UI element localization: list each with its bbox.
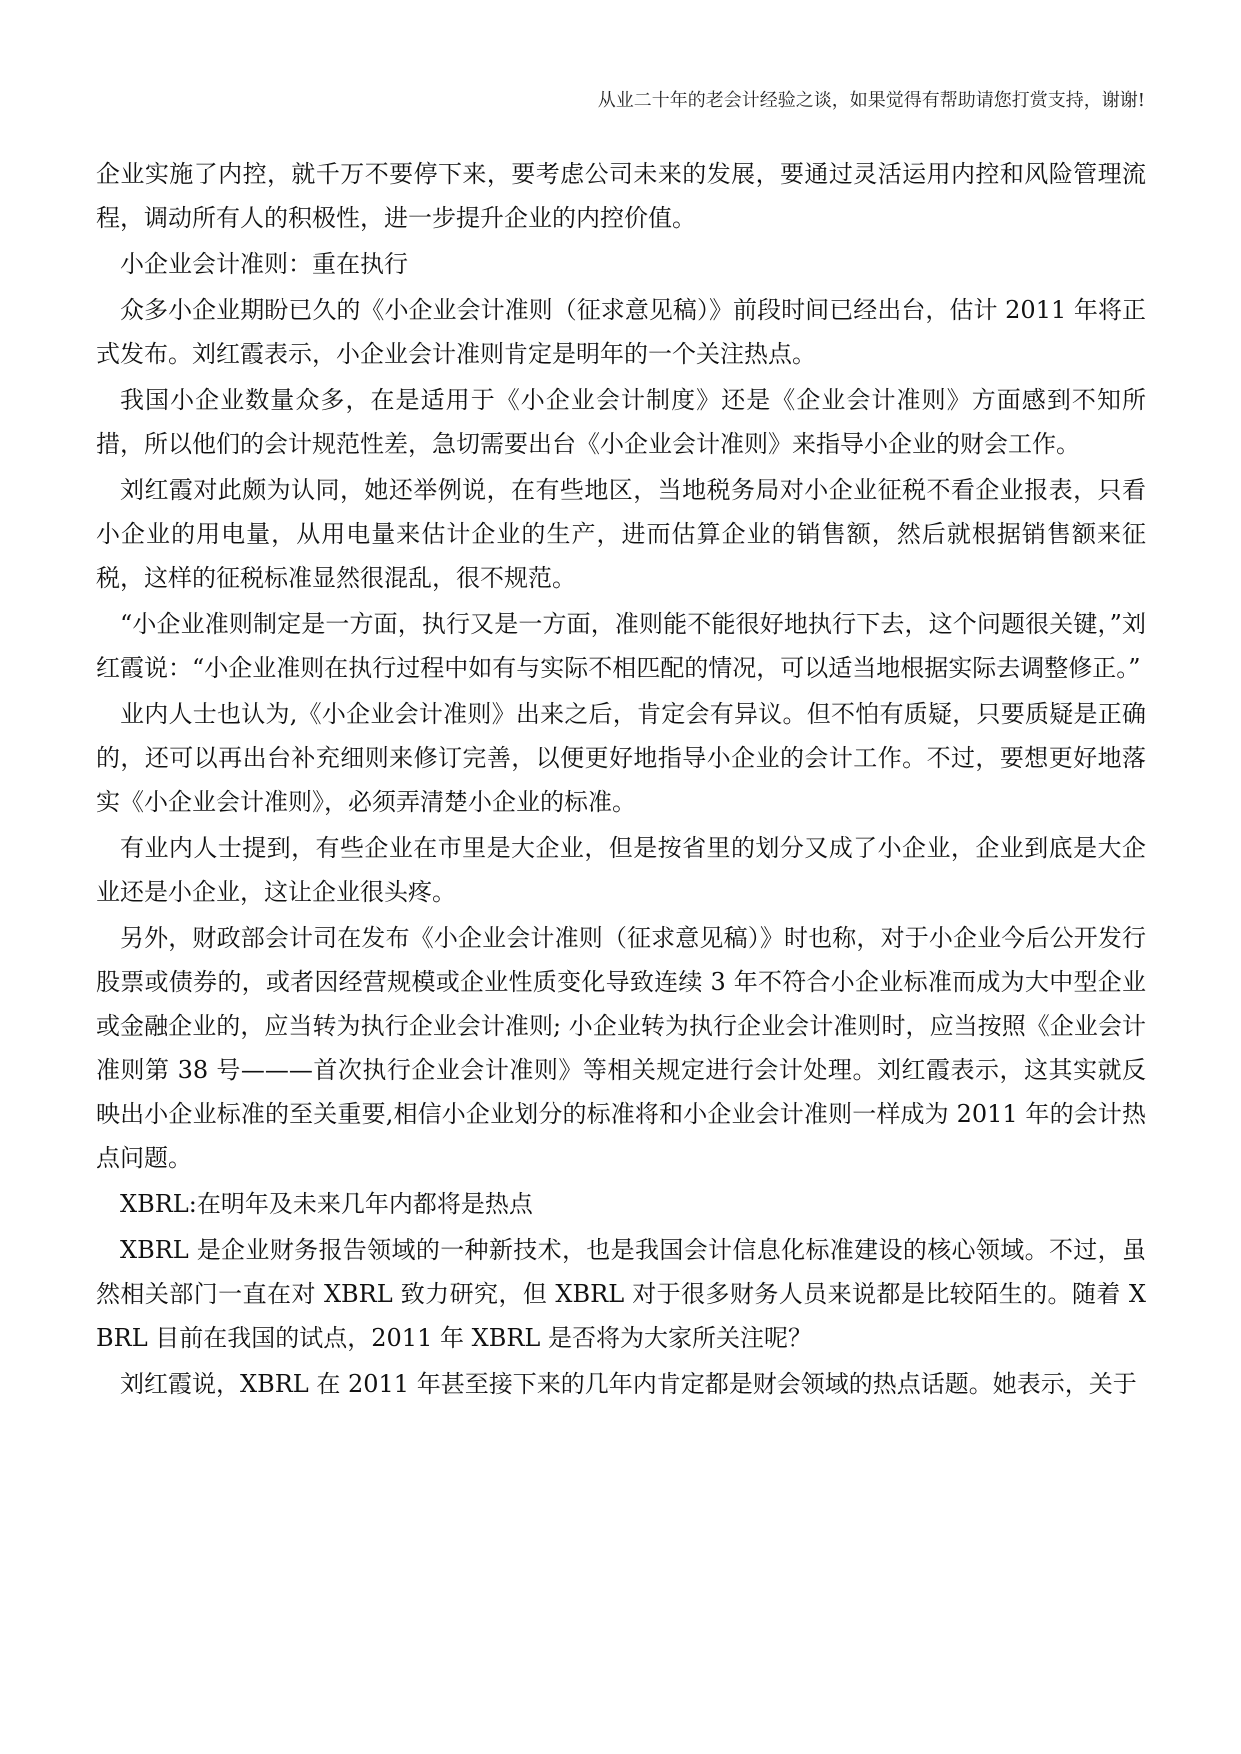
paragraph: 刘红霞对此颇为认同，她还举例说，在有些地区，当地税务局对小企业征税不看企业报表，只看小企业的用电量，从用电量来估计企业的生产，进而估算企业的销售额，然后就根据销售额来征税，这样的征税标准显然很混乱，很不规范。 xyxy=(96,476,1146,592)
paragraph: 有业内人士提到，有些企业在市里是大企业，但是按省里的划分又成了小企业，企业到底是大企业还是小企业，这让企业很头疼。 xyxy=(96,834,1146,906)
header-note: 从业二十年的老会计经验之谈，如果觉得有帮助请您打赏支持，谢谢! xyxy=(597,90,1145,111)
paragraph: 众多小企业期盼已久的《小企业会计准则（征求意见稿）》前段时间已经出台，估计 2011 年将正式发布。刘红霞表示，小企业会计准则肯定是明年的一个关注热点。 xyxy=(96,296,1146,368)
paragraph: 业内人士也认为,《小企业会计准则》出来之后，肯定会有异议。但不怕有质疑，只要质疑是正确的，还可以再出台补充细则来修订完善，以便更好地指导小企业的会计工作。不过，要想更好地落实《小企业会计准则》，必须弄清楚小企业的标准。 xyxy=(96,700,1146,816)
paragraph-continuation: 企业实施了内控，就千万不要停下来，要考虑公司未来的发展，要通过灵活运用内控和风险管理流程，调动所有人的积极性，进一步提升企业的内控价值。 xyxy=(96,160,1146,232)
section-heading-small-enterprise-standards: 小企业会计准则：重在执行 xyxy=(120,250,408,278)
body-text xyxy=(96,152,1146,1408)
paragraph: XBRL 是企业财务报告领域的一种新技术，也是我国会计信息化标准建设的核心领域。不过，虽然相关部门一直在对 XBRL 致力研究，但 XBRL 对于很多财务人员来说都是比较陌生的。随着 XBRL 目前在我国的试点，2011 年 XBRL 是否将为大家所关注呢？ xyxy=(96,1236,1146,1352)
paragraph: 我国小企业数量众多，在是适用于《小企业会计制度》还是《企业会计准则》方面感到不知所措，所以他们的会计规范性差，急切需要出台《小企业会计准则》来指导小企业的财会工作。 xyxy=(96,386,1146,458)
paragraph-quote: “小企业准则制定是一方面，执行又是一方面，准则能不能很好地执行下去，这个问题很关键，”刘红霞说：“小企业准则在执行过程中如有与实际不相匹配的情况，可以适当地根据实际去调整修正。” xyxy=(96,610,1146,682)
paragraph: 刘红霞说，XBRL 在 2011 年甚至接下来的几年内肯定都是财会领域的热点话题。她表示，关于 xyxy=(120,1370,1137,1398)
paragraph: 另外，财政部会计司在发布《小企业会计准则（征求意见稿）》时也称，对于小企业今后公开发行股票或债券的，或者因经营规模或企业性质变化导致连续 3 年不符合小企业标准而成为大中型企业或金融企业的，应当转为执行企业会计准则; 小企业转为执行企业会计准则时，应当按照《企业会计准则第 38 号———首次执行企业会计准则》等相关规定进行会计处理。刘红霞表示，这其实就反映出小企业标准的至关重要,相信小企业划分的标准将和小企业会计准则一样成为 2011 年的会计热点问题。 xyxy=(96,924,1146,1172)
section-heading-xbrl: XBRL:在明年及未来几年内都将是热点 xyxy=(120,1190,533,1218)
